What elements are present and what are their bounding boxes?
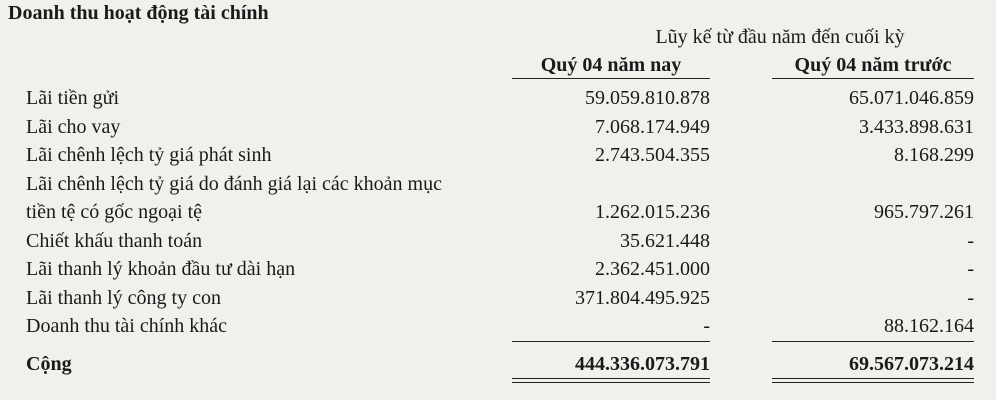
section-title: Doanh thu hoạt động tài chính <box>8 2 269 24</box>
total-label: Cộng <box>26 353 72 375</box>
table-row <box>0 312 996 341</box>
previous-value: 965.797.261 <box>874 201 974 223</box>
table-row <box>0 170 996 227</box>
previous-value: 65.071.046.859 <box>849 87 974 109</box>
current-value: 35.621.448 <box>620 229 710 252</box>
current-value: 371.804.495.925 <box>575 286 710 309</box>
column-header-previous: Quý 04 năm trước <box>772 53 974 79</box>
table-row <box>0 227 996 256</box>
table-row <box>0 84 996 113</box>
previous-value: 3.433.898.631 <box>859 115 974 138</box>
total-previous-value: 69.567.073.214 <box>849 353 974 375</box>
current-value: 2.362.451.000 <box>595 258 710 280</box>
current-value: 2.743.504.355 <box>595 144 710 166</box>
subtotal-rule-previous <box>772 341 974 342</box>
current-value: - <box>703 315 710 337</box>
total-double-rule-current <box>512 378 710 383</box>
income-table <box>0 84 996 341</box>
table-row <box>0 113 996 142</box>
column-header-current: Quý 04 năm nay <box>512 53 710 79</box>
table-row <box>0 141 996 170</box>
row-label-line2: tiền tệ có gốc ngoại tệ <box>26 201 203 223</box>
previous-value: - <box>967 258 974 280</box>
total-double-rule-previous <box>772 378 974 383</box>
total-row <box>0 350 996 378</box>
previous-value: - <box>967 229 974 252</box>
subtotal-rule-current <box>512 341 710 342</box>
row-label: Doanh thu tài chính khác <box>26 315 228 337</box>
total-current-value: 444.336.073.791 <box>575 353 710 375</box>
row-label: Lãi tiền gửi <box>26 87 120 109</box>
table-row <box>0 284 996 313</box>
previous-value: 88.162.164 <box>884 315 974 337</box>
previous-value: - <box>967 286 974 309</box>
row-label-line1: Lãi chênh lệch tỷ giá do đánh giá lại các khoản mục <box>26 172 442 195</box>
period-header: Lũy kế từ đầu năm đến cuối kỳ <box>655 26 905 48</box>
current-value: 7.068.174.949 <box>595 115 710 138</box>
current-value: 1.262.015.236 <box>595 201 710 223</box>
row-label: Chiết khấu thanh toán <box>26 229 203 252</box>
previous-value: 8.168.299 <box>894 144 974 166</box>
table-row <box>0 255 996 284</box>
current-value: 59.059.810.878 <box>585 87 710 109</box>
row-label: Lãi chênh lệch tỷ giá phát sinh <box>26 144 272 166</box>
row-label: Lãi cho vay <box>26 115 121 138</box>
row-label: Lãi thanh lý công ty con <box>26 286 221 309</box>
row-label: Lãi thanh lý khoản đầu tư dài hạn <box>26 258 296 280</box>
row-label <box>26 170 442 227</box>
